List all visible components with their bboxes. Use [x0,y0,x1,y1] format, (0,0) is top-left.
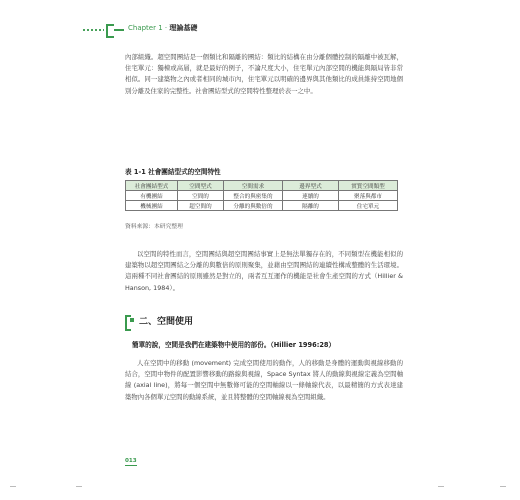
section-title: 二、空間使用 [139,317,194,327]
crop-mark [76,486,82,487]
section-quote: 簡單的說，空間是我們在建築物中使用的部份。（Hillier 1996:28） [132,341,336,349]
table-header-cell: 實質空間類型 [339,181,398,191]
table-header-cell: 社會團結型式 [126,181,178,191]
crop-mark [438,486,444,487]
table-row [126,191,398,201]
spatial-characteristics-table [125,180,398,211]
table-header-cell: 邊界型式 [283,181,339,191]
table-cell: 住宅單元 [339,201,398,211]
section-square-icon [130,318,134,322]
table-cell: 聚落與都市 [339,191,398,201]
table-caption: 表 1-1 社會團結型式的空間特性 [125,168,221,176]
body-paragraph: 人在空間中的移動 (movement) 完成空間使用的動作，人的移動是身體的運動與視線移動的結合，空間中物件的配置影響移動的路線與視線，Space Syntax 將人的動線與視線定義為空間軸線 (axial line)，將每一個空間中無數條可能的空間軸線以一條軸線代表，以最精簡的方式表達建築物內各個單元空間的動線系統，並且將整體的空間軸線視為空間組織。 [125,359,403,401]
table-header-cell: 空間型式 [178,181,224,191]
crop-mark [500,486,506,487]
table-cell: 有機團結 [126,191,178,201]
table-cell: 連續的 [283,191,339,201]
line-ornament [114,29,124,31]
table-cell: 空間的 [178,191,224,201]
section-heading [125,315,265,329]
body-paragraph: 內部組織。超空間團結是一個類比和隔離的團結：類比的結構在由分離個體控制的隔離中被瓦解，住宅單元：獨棟或高層，就是最好的例子，不論尺度大小，住宅單元內部空間的機能與隔局皆非常相似。同一建築物之內或者相同的城市內，住宅單元以明確的邊界與其他類比的成員維持空間地個別分離及住家的完整性。社會團結型式的空間特性整理於表一之中。 [125,53,403,95]
table-cell: 隔離的 [283,201,339,211]
dotted-ornament [82,29,104,31]
page-number: 013 [125,458,137,464]
table-cell: 整合的與密集的 [224,191,283,201]
table-cell: 機械團結 [126,201,178,211]
table-header-cell: 空間需求 [224,181,283,191]
crop-mark [10,486,16,487]
chapter-header [82,24,282,36]
table-header-row [126,181,398,191]
table-row [126,201,398,211]
table-source: 資料來源：本研究整理 [125,224,183,230]
table-cell: 分離的與數倍的 [224,201,283,211]
chapter-label: Chapter 1 · 理論基礎 [128,24,198,32]
body-paragraph: 以空間的特性而言，空間團結與超空間團結事實上是無法單獨存在的，不同類型在機能相似的建築物以超空間團結之分離的與數倍的原則聚集，並藉由空間團結的連續性構成整體的生活環境。這兩種不同社會團結的原則雖然是對立的，兩者互互運作的機能是社會生產空間的方式（Hillier & Hanson, 1984）。 [125,250,403,292]
table-cell: 超空間的 [178,201,224,211]
bracket-ornament [106,24,114,38]
